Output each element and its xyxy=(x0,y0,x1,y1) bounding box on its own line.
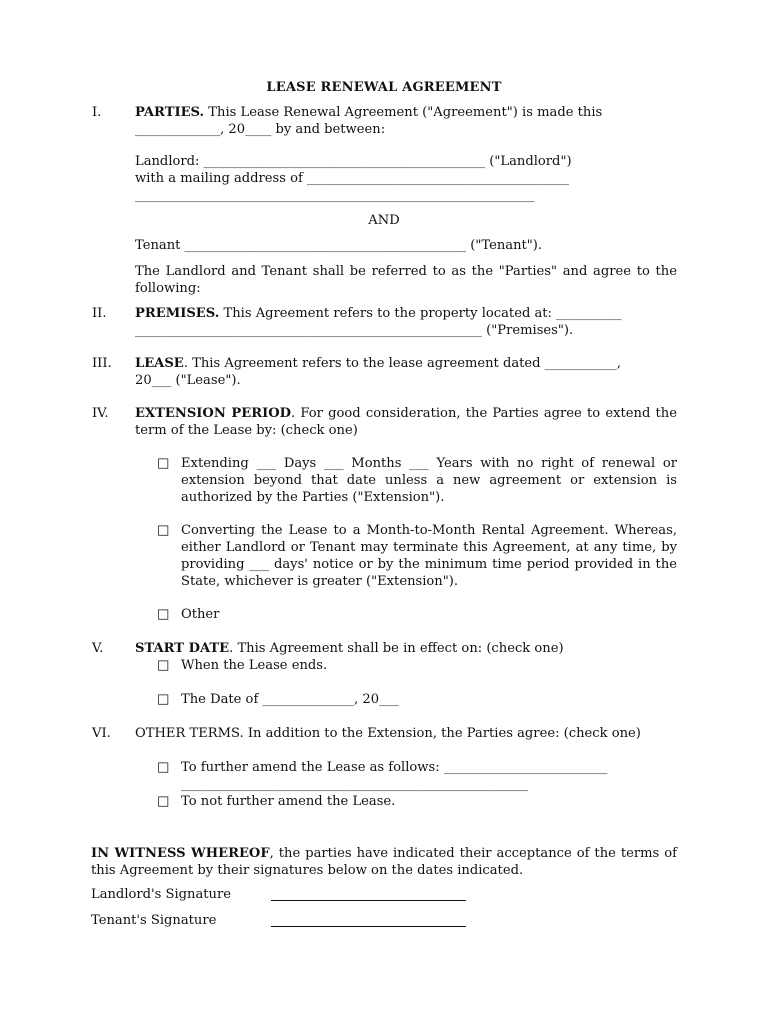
section-text: This Lease Renewal Agreement ("Agreement") is made this xyxy=(204,105,603,120)
premises-line: _____________________________________________________ ("Premises"). xyxy=(135,323,574,338)
option-line: _____________________________________________________ xyxy=(181,777,528,792)
section-number: IV. xyxy=(92,406,109,421)
section-number: V. xyxy=(92,641,104,656)
option-extending xyxy=(157,455,677,505)
checkbox[interactable]: □ xyxy=(157,523,170,538)
tenant-signature-line[interactable] xyxy=(271,925,466,927)
checkbox[interactable]: □ xyxy=(157,692,170,707)
checkbox[interactable]: □ xyxy=(157,760,170,775)
document-title: LEASE RENEWAL AGREEMENT xyxy=(266,80,502,95)
section-text: This Agreement refers to the property located at: __________ xyxy=(219,306,622,321)
landlord-signature-label: Landlord's Signature xyxy=(91,887,231,902)
option-text: Other xyxy=(181,607,220,622)
lease-line: 20___ ("Lease"). xyxy=(135,373,241,388)
section-lease xyxy=(135,355,677,389)
landlord-signature-line[interactable] xyxy=(271,899,466,901)
section-text: . This Agreement shall be in effect on: (check one) xyxy=(229,641,564,656)
witness-text: , the parties have indicated their acceptance of the terms of this Agreement by their signatures below on the dates indicated. xyxy=(91,846,677,878)
landlord-block xyxy=(135,153,677,204)
section-text: . For good consideration, the Parties agree to extend the term of the Lease by: (check one) xyxy=(135,406,677,438)
option-lease-ends xyxy=(157,657,677,674)
section-text: . This Agreement refers to the lease agreement dated ___________, xyxy=(183,356,621,371)
option-other xyxy=(157,606,677,623)
option-text: The Date of ______________, 20___ xyxy=(181,692,399,707)
and-separator: AND xyxy=(368,213,400,228)
section-number: III. xyxy=(92,356,112,371)
option-further-amend xyxy=(157,759,677,792)
section-heading: PREMISES. xyxy=(135,306,220,321)
section-heading: EXTENSION PERIOD xyxy=(135,406,291,421)
parties-text: The Landlord and Tenant shall be referred to as the "Parties" and agree to the following: xyxy=(135,264,677,296)
section-other-terms: OTHER TERMS. In addition to the Extension, the Parties agree: (check one) xyxy=(135,726,641,741)
option-line: To further amend the Lease as follows: _________________________ xyxy=(181,760,608,775)
section-extension xyxy=(135,405,677,439)
section-number: I. xyxy=(92,105,102,120)
tenant-line: Tenant ___________________________________________ ("Tenant"). xyxy=(135,238,543,253)
tenant-signature-label: Tenant's Signature xyxy=(91,913,217,928)
checkbox[interactable]: □ xyxy=(157,794,170,809)
section-start-date xyxy=(135,640,677,657)
landlord-line: Landlord: ___________________________________________ ("Landlord") xyxy=(135,154,572,169)
checkbox[interactable]: □ xyxy=(157,456,170,471)
section-number: II. xyxy=(92,306,107,321)
option-text xyxy=(181,759,677,793)
address-blank-line: _____________________________________________________________ xyxy=(135,188,535,203)
date-line: _____________, 20____ by and between: xyxy=(135,122,386,137)
section-premises xyxy=(135,305,677,339)
option-month-to-month xyxy=(157,522,677,589)
section-heading: PARTIES. xyxy=(135,105,205,120)
section-number: VI. xyxy=(92,726,111,741)
section-heading: START DATE xyxy=(135,641,230,656)
option-not-amend xyxy=(157,793,677,810)
checkbox[interactable]: □ xyxy=(157,607,170,622)
option-text: Extending ___ Days ___ Months ___ Years with no right of renewal or extension beyond that date unless a new agreement or extension is authorized by the Parties ("Extension"). xyxy=(181,456,677,505)
witness-heading: IN WITNESS WHEREOF xyxy=(91,846,270,861)
section-heading: LEASE xyxy=(135,356,184,371)
witness-clause xyxy=(91,845,677,879)
checkbox[interactable]: □ xyxy=(157,658,170,673)
option-text: To not further amend the Lease. xyxy=(181,794,396,809)
section-parties xyxy=(135,104,677,138)
option-date-of xyxy=(157,691,677,708)
option-text: Converting the Lease to a Month-to-Month Rental Agreement. Whereas, either Landlord or Tenant may terminate this Agreement, at any time, by providing ___ days' notice or by the minimum time period provided in the State, whichever is greater ("Extension"). xyxy=(181,523,677,589)
option-text: When the Lease ends. xyxy=(181,658,328,673)
mailing-address-line: with a mailing address of ________________________________________ xyxy=(135,171,569,186)
